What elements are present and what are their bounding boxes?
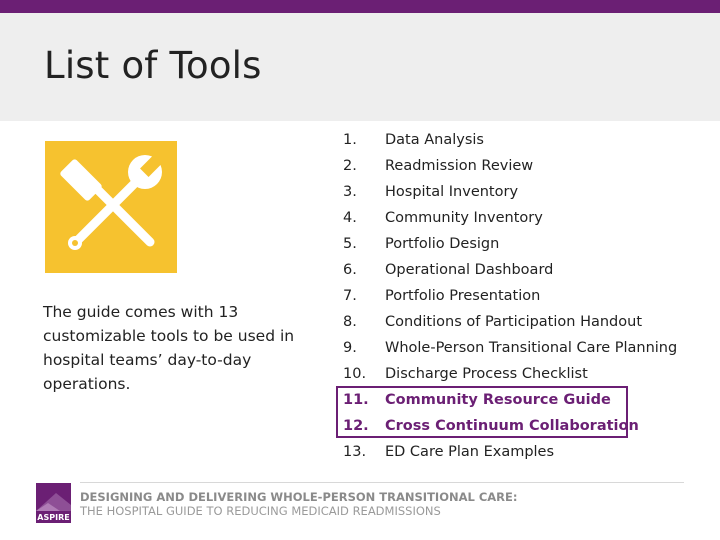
tool-item-ed-care-plan-examples <box>343 439 643 465</box>
tool-label: ED Care Plan Examples <box>385 444 555 460</box>
tool-number: 2. <box>343 158 357 174</box>
tool-number: 6. <box>343 262 357 278</box>
hammer-wrench-icon <box>45 141 177 273</box>
logo-text: ASPIRE <box>37 513 70 522</box>
tool-number: 3. <box>343 184 357 200</box>
tool-item-hospital-inventory <box>343 179 643 205</box>
footer-divider <box>80 482 684 483</box>
tool-label: Community Inventory <box>385 210 543 226</box>
tool-item-portfolio-presentation <box>343 283 643 309</box>
tool-label: Operational Dashboard <box>385 262 554 278</box>
tool-item-data-analysis <box>343 127 643 153</box>
tool-number: 10. <box>343 366 367 382</box>
tool-item-portfolio-design <box>343 231 643 257</box>
tool-number: 7. <box>343 288 357 304</box>
tool-number: 5. <box>343 236 357 252</box>
tool-number: 11. <box>343 392 369 408</box>
tool-item-transitional-care-planning <box>343 335 678 361</box>
tool-item-community-inventory <box>343 205 643 231</box>
tool-label: Portfolio Design <box>385 236 500 252</box>
tool-number: 13. <box>343 444 367 460</box>
tool-number: 8. <box>343 314 357 330</box>
tool-number: 4. <box>343 210 357 226</box>
tool-label: Conditions of Participation Handout <box>385 314 642 330</box>
tool-label: Portfolio Presentation <box>385 288 541 304</box>
tool-item-discharge-checklist <box>343 361 643 387</box>
tool-number: 1. <box>343 132 357 148</box>
tool-number: 9. <box>343 340 357 356</box>
tool-label: Data Analysis <box>385 132 484 148</box>
aspire-logo <box>36 483 71 523</box>
top-accent-bar <box>0 0 720 13</box>
page-title: List of Tools <box>44 44 262 87</box>
tool-label: Readmission Review <box>385 158 534 174</box>
tool-label: Hospital Inventory <box>385 184 519 200</box>
intro-text: The guide comes with 13 customizable tools to be used in hospital teams’ day-to-day operations. <box>43 303 295 393</box>
tool-item-operational-dashboard <box>343 257 643 283</box>
tool-label: Discharge Process Checklist <box>385 366 588 382</box>
tool-item-conditions-handout <box>343 309 643 335</box>
footer-title: DESIGNING AND DELIVERING WHOLE-PERSON TRANSITIONAL CARE: <box>80 490 518 504</box>
tool-number: 12. <box>343 418 369 434</box>
footer-subtitle: THE HOSPITAL GUIDE TO REDUCING MEDICAID READMISSIONS <box>80 504 441 518</box>
tool-label: Cross Continuum Collaboration <box>385 418 639 434</box>
tool-label: Community Resource Guide <box>385 392 611 408</box>
tool-item-readmission-review <box>343 153 643 179</box>
tool-label: Whole-Person Transitional Care Planning <box>385 340 678 356</box>
highlight-box <box>336 386 628 438</box>
